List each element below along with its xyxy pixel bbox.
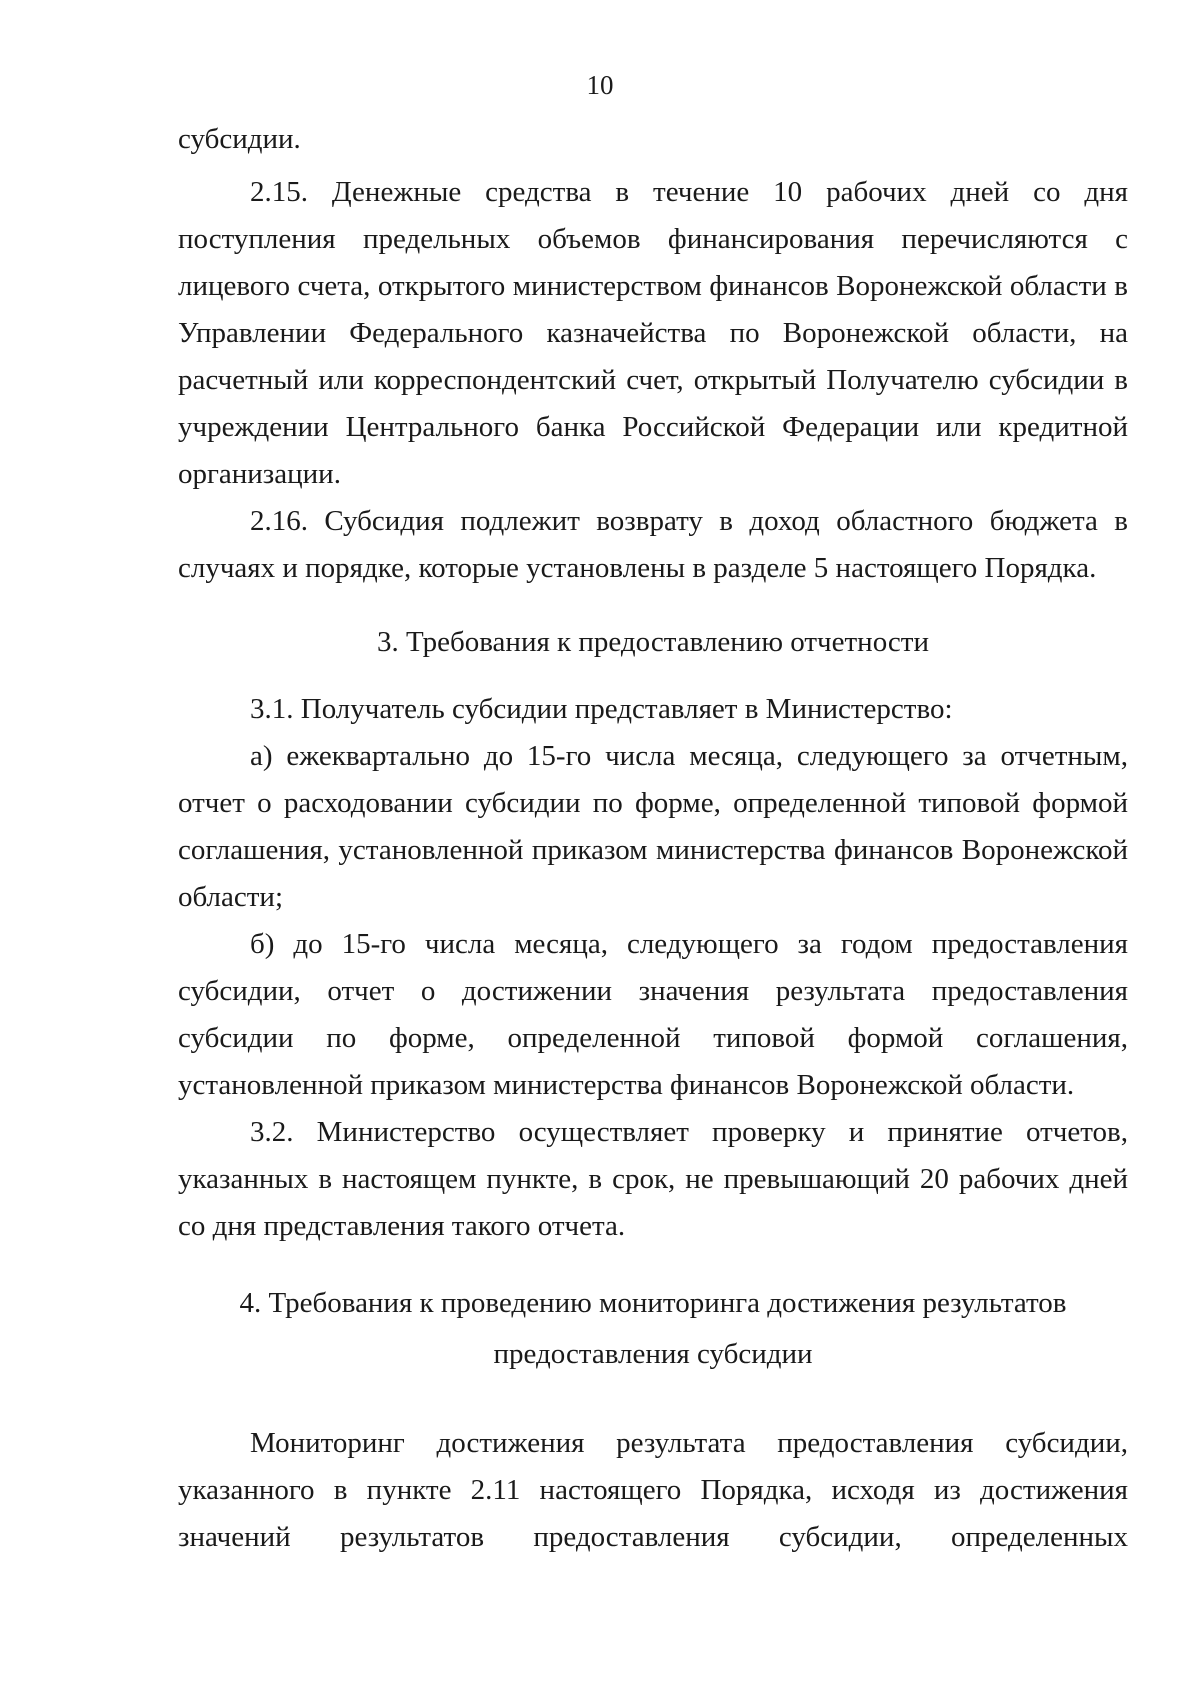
document-body	[178, 116, 1128, 1561]
paragraph-2-15: 2.15. Денежные средства в течение 10 рабочих дней со дня поступления предельных объемов финансирования перечисляются с лицевого счета, открытого министерством финансов Воронежской области в Управлении Федерального казначейства по Воронежской области, на расчетный или корреспондентский счет, открытый Получателю субсидии в учреждении Центрального банка Российской Федерации или кредитной организации.	[178, 176, 1128, 490]
paragraph-3-1: 3.1. Получатель субсидии представляет в Министерство:	[250, 693, 953, 725]
section-heading-4-line-2: предоставления субсидии	[493, 1338, 813, 1370]
paragraph-continuation: субсидии.	[178, 123, 301, 155]
paragraph-monitoring: Мониторинг достижения результата предоставления субсидии, указанного в пункте 2.11 настоящего Порядка, исходя из достижения значений результатов предоставления субсидии, определенных	[178, 1427, 1128, 1553]
section-heading-3: 3. Требования к предоставлению отчетности	[377, 626, 929, 658]
paragraph-3-1-a: а) ежеквартально до 15-го числа месяца, следующего за отчетным, отчет о расходовании субсидии по форме, определенной типовой формой соглашения, установленной приказом министерства финансов Воронежской области;	[178, 740, 1128, 913]
section-heading-4-line-1: 4. Требования к проведению мониторинга достижения результатов	[239, 1287, 1067, 1319]
paragraph-3-2: 3.2. Министерство осуществляет проверку и принятие отчетов, указанных в настоящем пункте, в срок, не превышающий 20 рабочих дней со дня представления такого отчета.	[178, 1116, 1128, 1242]
paragraph-2-16: 2.16. Субсидия подлежит возврату в доход областного бюджета в случаях и порядке, которые установлены в разделе 5 настоящего Порядка.	[178, 505, 1128, 584]
page-number: 10	[586, 70, 614, 100]
section-heading-4	[178, 1278, 1128, 1380]
paragraph-3-1-b: б) до 15-го числа месяца, следующего за годом предоставления субсидии, отчет о достижении значения результата предоставления субсидии по форме, определенной типовой формой соглашения, установленной приказом министерства финансов Воронежской области.	[178, 928, 1128, 1101]
